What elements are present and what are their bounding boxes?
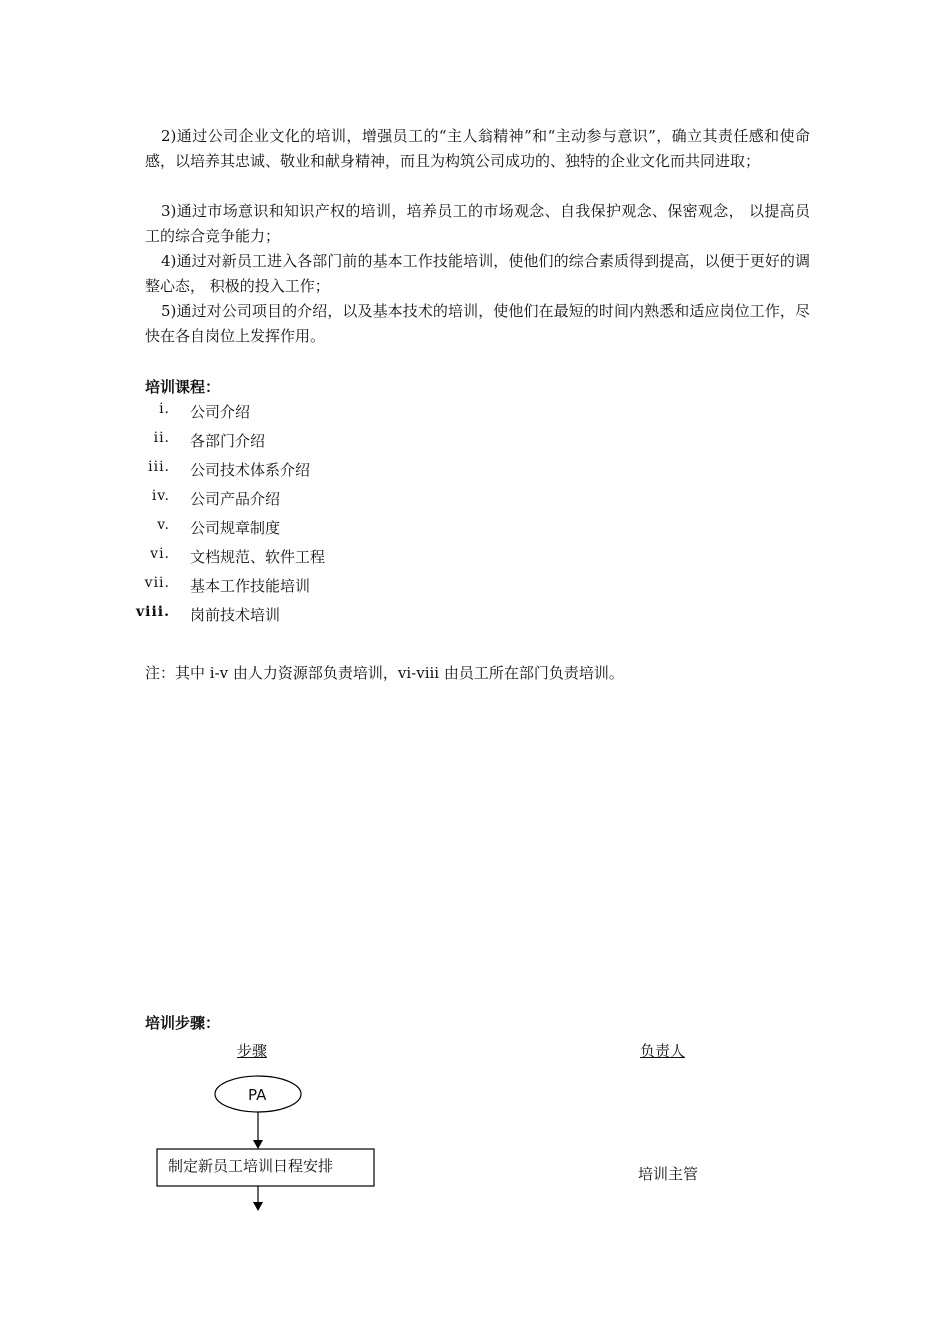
step-column-header: 步骤 xyxy=(237,1042,268,1060)
course-number: vi. xyxy=(150,546,170,562)
courses-heading: 培训课程： xyxy=(145,378,221,396)
course-number: i. xyxy=(159,401,170,417)
course-note: 注：其中 i-v 由人力资源部负责培训，vi-viii 由员工所在部门负责培训。 xyxy=(145,664,624,682)
course-name: 公司规章制度 xyxy=(190,519,281,537)
course-name: 公司产品介绍 xyxy=(190,490,281,508)
course-number: ii. xyxy=(153,430,170,446)
course-name: 公司介绍 xyxy=(190,403,251,421)
paragraph-3-text: 3)通过市场意识和知识产权的培训，培养员工的市场观念、自我保护观念、保密观念， 以提高员工的综合竞争能力； xyxy=(145,202,810,245)
process-box-label: 制定新员工培训日程安排 xyxy=(168,1157,334,1175)
course-number: iii. xyxy=(148,459,170,475)
course-number: iv. xyxy=(151,488,170,504)
paragraph-5-text: 5)通过对公司项目的介绍，以及基本技术的培训，使他们在最短的时间内熟悉和适应岗位工作，尽快在各自岗位上发挥作用。 xyxy=(145,302,810,345)
process-owner: 培训主管 xyxy=(638,1165,699,1183)
owner-column-header: 负责人 xyxy=(640,1042,686,1060)
course-number: v. xyxy=(157,517,170,533)
course-name: 基本工作技能培训 xyxy=(190,577,311,595)
steps-heading: 培训步骤： xyxy=(145,1014,221,1032)
course-name: 岗前技术培训 xyxy=(190,606,281,624)
course-number: viii. xyxy=(136,604,170,620)
paragraph-4-text: 4)通过对新员工进入各部门前的基本工作技能培训，使他们的综合素质得到提高，以便于更好的调整心态， 积极的投入工作； xyxy=(145,252,810,295)
paragraph-2-text: 2)通过公司企业文化的培训，增强员工的“主人翁精神”和“主动参与意识”，确立其责任感和使命感，以培养其忠诚、敬业和献身精神，而且为构筑公司成功的、独特的企业文化而共同进取； xyxy=(145,127,810,170)
course-name: 文档规范、软件工程 xyxy=(190,548,326,566)
course-name: 公司技术体系介绍 xyxy=(190,461,311,479)
course-name: 各部门介绍 xyxy=(190,432,266,450)
arrowhead-2 xyxy=(253,1202,263,1211)
start-label: PA xyxy=(248,1086,267,1104)
arrowhead-1 xyxy=(253,1140,263,1149)
course-number: vii. xyxy=(144,575,170,591)
